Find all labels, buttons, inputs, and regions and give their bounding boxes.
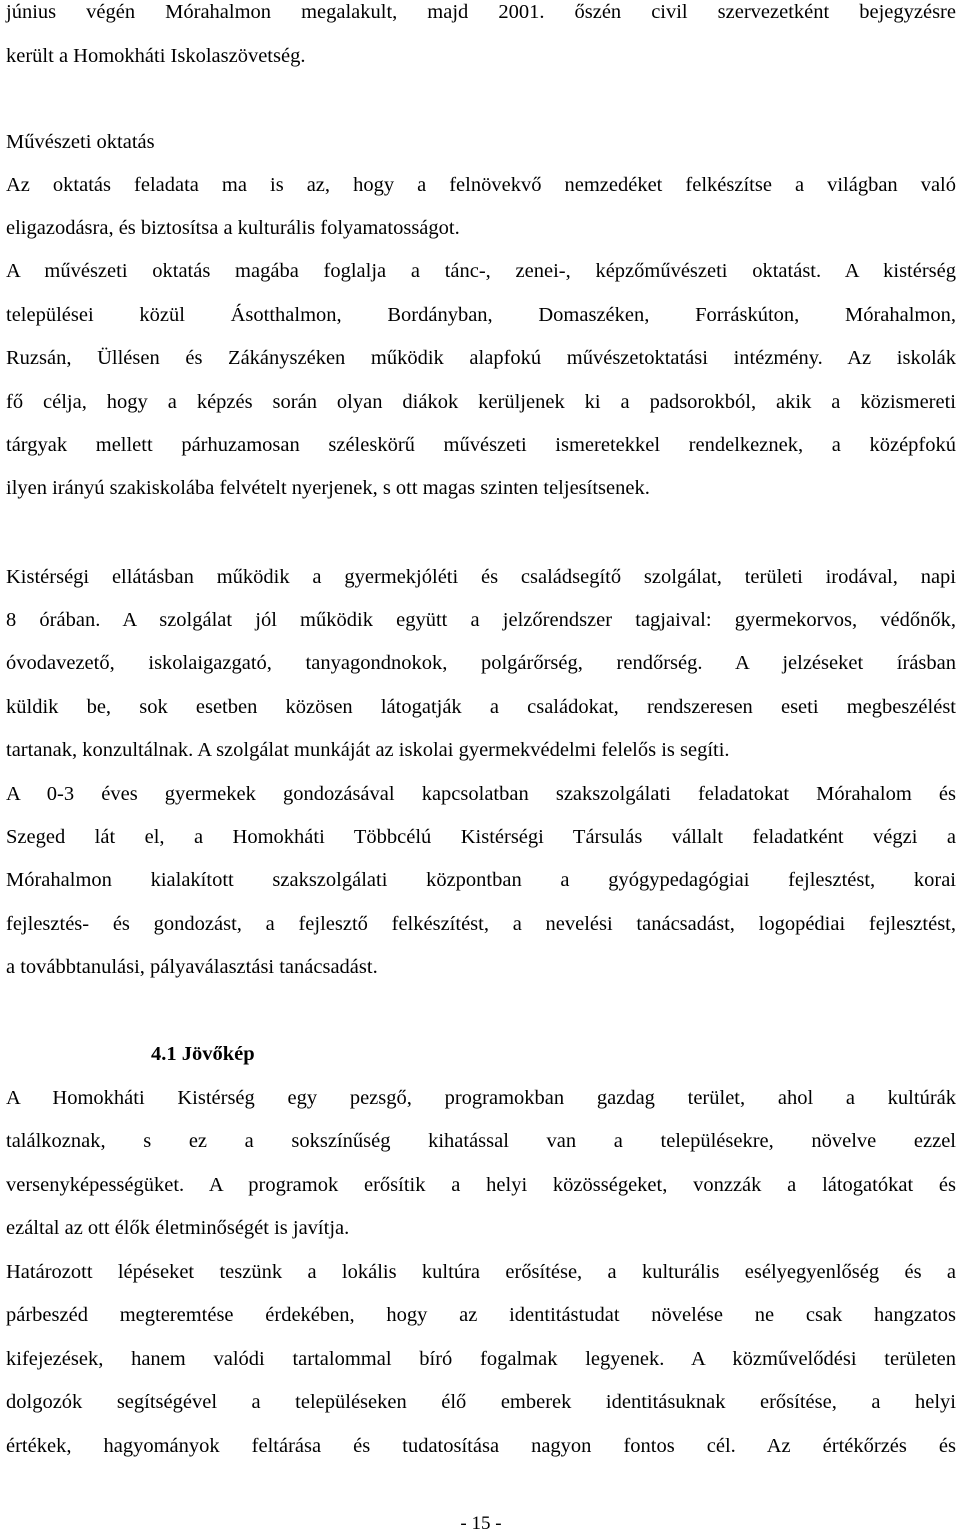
text-line: A művészeti oktatás magába foglalja a tánc-, zenei-, képzőművészeti oktatást. A kistérség — [6, 260, 956, 282]
text-line: települései közül Ásotthalmon, Bordányban, Domaszéken, Forráskúton, Mórahalmon, — [6, 304, 956, 326]
text-line: kifejezések, hanem valódi tartalommal bíró fogalmak legyenek. A közművelődési területen — [6, 1348, 956, 1370]
text-line: Határozott lépéseket teszünk a lokális kultúra erősítése, a kulturális esélyegyenlőség és a — [6, 1261, 956, 1283]
text-line: Mórahalmon kialakított szakszolgálati központban a gyógypedagógiai fejlesztést, korai — [6, 869, 956, 891]
text-line: Kistérségi ellátásban működik a gyermekjóléti és családsegítő szolgálat, területi irodával, napi — [6, 566, 956, 588]
text-line: küldik be, sok esetben közösen látogatják a családokat, rendszeresen eseti megbeszélést — [6, 696, 956, 718]
text-line: ilyen irányú szakiskolába felvételt nyerjenek, s ott magas szinten teljesítsenek. — [6, 477, 650, 499]
text-line: eligazodásra, és biztosítsa a kulturális folyamatosságot. — [6, 217, 460, 239]
text-line: versenyképességüket. A programok erősítik a helyi közösségeket, vonzzák a látogatókat és — [6, 1174, 956, 1196]
text-line: tartanak, konzultálnak. A szolgálat munkáját az iskolai gyermekvédelmi felelős is segíti. — [6, 739, 730, 761]
text-line: dolgozók segítségével a településeken élő emberek identitásuknak erősítése, a helyi — [6, 1391, 956, 1413]
text-line: Az oktatás feladata ma is az, hogy a felnövekvő nemzedéket felkészítse a világban való — [6, 174, 956, 196]
text-line: A 0-3 éves gyermekek gondozásával kapcsolatban szakszolgálati feladatokat Mórahalom és — [6, 783, 956, 805]
section-title: Művészeti oktatás — [6, 131, 155, 153]
text-line: ezáltal az ott élők életminőségét is javítja. — [6, 1217, 350, 1239]
text-line: került a Homokháti Iskolaszövetség. — [6, 45, 306, 67]
text-line: értékek, hagyományok feltárása és tudatosítása nagyon fontos cél. Az értékőrzés és — [6, 1435, 956, 1457]
text-line: párbeszéd megteremtése érdekében, hogy az identitástudat növelése ne csak hangzatos — [6, 1304, 956, 1326]
text-line: 8 órában. A szolgálat jól működik együtt a jelzőrendszer tagjaival: gyermekorvos, védőnők, — [6, 609, 956, 631]
text-line: A Homokháti Kistérség egy pezsgő, programokban gazdag terület, ahol a kultúrák — [6, 1087, 956, 1109]
text-line: Ruzsán, Üllésen és Zákányszéken működik alapfokú művészetoktatási intézmény. Az iskolák — [6, 347, 956, 369]
text-line: találkoznak, s ez a sokszínűség kihatással van a településekre, növelve ezzel — [6, 1130, 956, 1152]
text-line: a továbbtanulási, pályaválasztási tanácsadást. — [6, 956, 378, 978]
text-line: június végén Mórahalmon megalakult, majd 2001. őszén civil szervezetként bejegyzésre — [6, 1, 956, 23]
page-number: - 15 - — [460, 1513, 502, 1534]
text-line: fejlesztés- és gondozást, a fejlesztő felkészítést, a nevelési tanácsadást, logopédiai fejlesztést, — [6, 913, 956, 935]
text-line: fő célja, hogy a képzés során olyan diákok kerüljenek ki a padsorokból, akik a közismereti — [6, 391, 956, 413]
text-line: tárgyak mellett párhuzamosan széleskörű művészeti ismeretekkel rendelkeznek, a középfokú — [6, 434, 956, 456]
section-heading: 4.1 Jövőkép — [151, 1043, 255, 1065]
text-line: óvodavezető, iskolaigazgató, tanyagondnokok, polgárőrség, rendőrség. A jelzéseket írásban — [6, 652, 956, 674]
text-line: Szeged lát el, a Homokháti Többcélú Kistérségi Társulás vállalt feladatként végzi a — [6, 826, 956, 848]
